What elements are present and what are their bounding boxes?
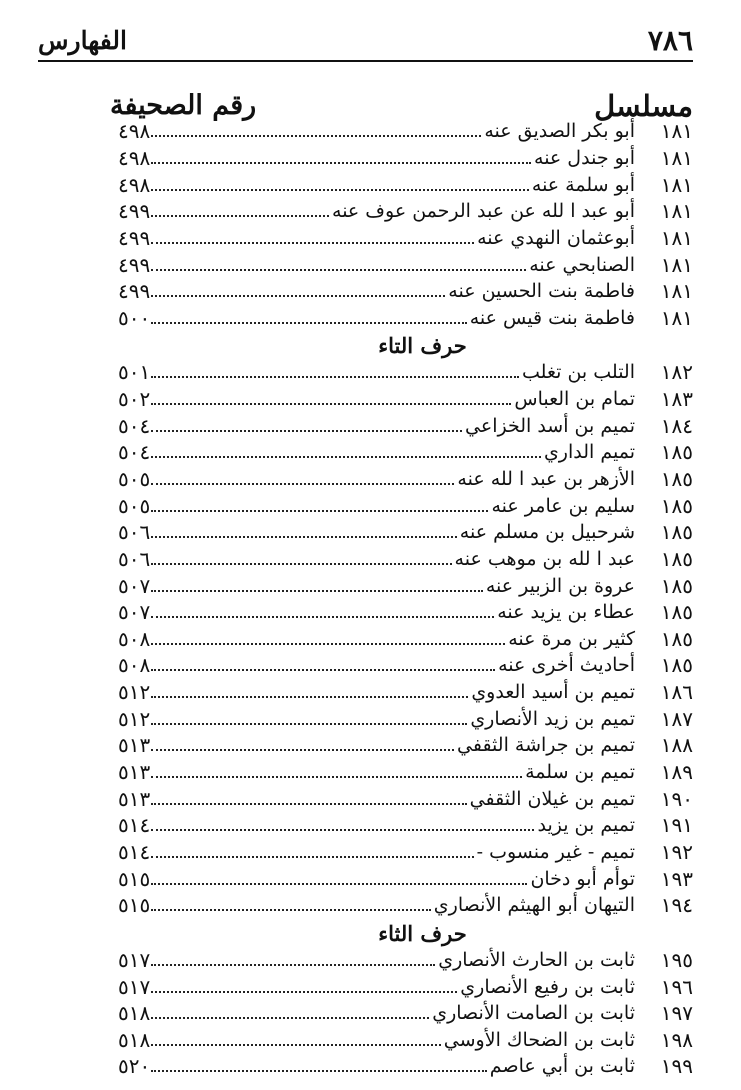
index-entry — [118, 145, 693, 172]
entry-serial: ١٩٢ — [660, 839, 693, 864]
entry-name: تميم بن زيد الأنصاري — [470, 707, 635, 730]
entry-page-number: ٥١٣ — [118, 733, 151, 758]
entry-name: عطاء بن يزيد عنه — [497, 601, 635, 624]
dot-leader — [151, 787, 466, 805]
entry-name: فاطمة بنت قيس عنه — [469, 306, 635, 329]
entry-page-number: ٥١٥ — [118, 893, 151, 918]
index-entry — [118, 492, 693, 519]
entry-name: شرحبيل بن مسلم عنه — [459, 521, 635, 544]
index-entry — [118, 225, 693, 252]
index-entry — [118, 1000, 693, 1027]
entry-name: التيهان أبو الهيثم الأنصاري — [433, 894, 635, 917]
entry-name: ثابت بن الصامت الأنصاري — [432, 1002, 635, 1025]
index-entry — [118, 304, 693, 331]
index-entry — [118, 251, 693, 278]
entry-page-number: ٥١٧ — [118, 947, 151, 972]
entry-serial: ١٩٥ — [660, 947, 693, 972]
index-entry — [118, 812, 693, 839]
entry-name: توأم أبو دخان — [530, 867, 635, 890]
section-heading: حرف الثاء — [378, 920, 467, 946]
dot-leader — [151, 653, 495, 671]
index-list — [118, 118, 693, 1080]
entry-page-number: ٥١٤ — [118, 813, 151, 838]
index-entry — [118, 759, 693, 786]
dot-leader — [151, 387, 511, 405]
entry-serial: ١٩٧ — [660, 1001, 693, 1026]
dot-leader — [151, 760, 522, 778]
dot-leader — [151, 948, 435, 966]
entry-serial: ١٩١ — [660, 813, 693, 838]
entry-name: أبو بكر الصديق عنه — [484, 120, 635, 143]
index-entry — [118, 359, 693, 386]
entry-page-number: ٥٠٥ — [118, 493, 151, 518]
dot-leader — [151, 494, 488, 512]
page-number: ٧٨٦ — [647, 24, 693, 57]
entry-page-number: ٤٩٩ — [118, 199, 151, 224]
entry-page-number: ٤٩٨ — [118, 145, 151, 170]
entry-serial: ١٨٨ — [660, 733, 693, 758]
entry-name: أبوعثمان النهدي عنه — [477, 226, 635, 249]
entry-name: كثير بن مرة عنه — [508, 627, 635, 650]
entry-page-number: ٤٩٨ — [118, 172, 151, 197]
dot-leader — [151, 146, 531, 164]
entry-serial: ١٨١ — [660, 199, 693, 224]
index-entry — [118, 973, 693, 1000]
dot-leader — [151, 680, 468, 698]
entry-name: أبو جندل عنه — [534, 146, 635, 169]
entry-page-number: ٥١٥ — [118, 866, 151, 891]
entry-serial: ١٨٥ — [660, 600, 693, 625]
entry-page-number: ٥٠٨ — [118, 626, 151, 651]
entry-page-number: ٥٠١ — [118, 360, 151, 385]
index-entry — [118, 785, 693, 812]
entry-serial: ١٨١ — [660, 252, 693, 277]
entry-serial: ١٨٥ — [660, 467, 693, 491]
entry-name: أبو سلمة عنه — [531, 173, 635, 196]
dot-leader — [151, 840, 473, 858]
dot-leader — [151, 813, 534, 831]
entry-page-number: ٥١٢ — [118, 706, 151, 731]
entry-name: سليم بن عامر عنه — [491, 494, 635, 517]
entry-page-number: ٥٠٢ — [118, 387, 151, 412]
entry-serial: ١٨٥ — [660, 573, 693, 598]
entry-name: تميم بن أسيد العدوي — [471, 681, 635, 704]
entry-serial: ١٨١ — [660, 172, 693, 197]
index-entry — [118, 626, 693, 653]
entry-serial: ١٨٥ — [660, 546, 693, 571]
entry-name: تميم بن جراشة الثقفي — [457, 734, 635, 757]
page-column-heading: رقم الصحيفة — [110, 90, 257, 121]
entry-page-number: ٥٠٠ — [118, 305, 151, 330]
entry-page-number: ٤٩٨ — [118, 119, 151, 144]
dot-leader — [151, 547, 451, 565]
index-entry — [118, 439, 693, 466]
entry-serial: ١٩٠ — [660, 786, 693, 811]
entry-serial: ١٨٥ — [660, 440, 693, 465]
index-entry — [118, 171, 693, 198]
entry-page-number: ٥٠٤ — [118, 413, 151, 438]
entry-name: تميم الداري — [543, 441, 635, 464]
dot-leader — [151, 1028, 441, 1046]
index-entry — [118, 892, 693, 919]
entry-name: فاطمة بنت الحسين عنه — [448, 280, 635, 303]
dot-leader — [151, 1054, 487, 1072]
index-entry — [118, 839, 693, 866]
entry-serial: ١٨٥ — [660, 520, 693, 545]
dot-leader — [151, 733, 454, 751]
index-entry — [118, 466, 693, 493]
index-entry — [118, 705, 693, 732]
entry-name: تميم بن يزيد — [537, 814, 635, 837]
index-entry — [118, 198, 693, 225]
dot-leader — [151, 306, 467, 324]
dot-leader — [151, 975, 457, 993]
entry-page-number: ٥١٣ — [118, 786, 151, 811]
entry-serial: ١٨٥ — [660, 493, 693, 518]
entry-serial: ١٨١ — [660, 145, 693, 170]
index-entry — [118, 865, 693, 892]
entry-serial: ١٨٧ — [660, 706, 693, 731]
entry-page-number: ٥١٧ — [118, 974, 151, 999]
entry-page-number: ٥١٨ — [118, 1001, 151, 1026]
entry-serial: ١٨٣ — [660, 387, 693, 412]
index-entry — [118, 519, 693, 546]
page-header — [38, 24, 693, 62]
entry-serial: ١٨١ — [660, 305, 693, 330]
dot-leader — [151, 707, 467, 725]
index-entry — [118, 599, 693, 626]
serial-column-heading: مسلسل — [594, 89, 693, 123]
entry-serial: ١٨٥ — [660, 653, 693, 678]
dot-leader — [151, 440, 541, 458]
index-entry — [118, 652, 693, 679]
index-entry — [118, 118, 693, 145]
dot-leader — [151, 360, 519, 378]
index-entry — [118, 1027, 693, 1054]
dot-leader — [151, 627, 505, 645]
entry-name: أحاديث أخرى عنه — [498, 654, 635, 677]
entry-name: عروة بن الزبير عنه — [485, 574, 635, 597]
entry-serial: ١٩٣ — [660, 866, 693, 891]
dot-leader — [151, 520, 457, 538]
dot-leader — [151, 467, 454, 485]
entry-serial: ١٨٩ — [660, 760, 693, 785]
dot-leader — [151, 574, 483, 592]
index-entry — [118, 412, 693, 439]
index-title: الفهارس — [38, 26, 127, 55]
index-entry — [118, 947, 693, 974]
entry-name: التلب بن تغلب — [522, 361, 635, 384]
entry-name: تمام بن العباس — [514, 388, 635, 411]
dot-leader — [151, 1001, 429, 1019]
index-entry — [118, 1053, 693, 1080]
dot-leader — [151, 173, 529, 191]
dot-leader — [151, 893, 431, 911]
entry-name: تميم بن أسد الخزاعي — [465, 414, 635, 437]
entry-page-number: ٥١٨ — [118, 1027, 151, 1052]
entry-name: عبد ا لله بن موهب عنه — [454, 547, 635, 570]
index-entry — [118, 732, 693, 759]
entry-name: تميم - غير منسوب - — [476, 840, 635, 863]
entry-serial: ١٨١ — [660, 279, 693, 304]
entry-name: الصنابحي عنه — [529, 253, 635, 276]
dot-leader — [151, 253, 526, 271]
entry-name: ثابت بن أبي عاصم — [489, 1055, 635, 1078]
entry-page-number: ٥٠٤ — [118, 440, 151, 465]
dot-leader — [151, 279, 445, 297]
entry-serial: ١٨١ — [660, 225, 693, 250]
index-entry — [118, 679, 693, 706]
entry-serial: ١٩٨ — [660, 1027, 693, 1052]
entry-page-number: ٥١٤ — [118, 839, 151, 864]
entry-name: ثابت بن الضحاك الأوسي — [443, 1028, 635, 1051]
entry-serial: ١٨٤ — [660, 413, 693, 438]
dot-leader — [151, 199, 329, 217]
entry-serial: ١٩٤ — [660, 893, 693, 918]
entry-serial: ١٩٩ — [660, 1054, 693, 1079]
entry-page-number: ٤٩٩ — [118, 279, 151, 304]
dot-leader — [151, 414, 462, 432]
dot-leader — [151, 867, 527, 885]
entry-serial: ١٨١ — [660, 119, 693, 144]
entry-serial: ١٨٢ — [660, 360, 693, 385]
index-entry — [118, 386, 693, 413]
entry-name: الأزهر بن عبد ا لله عنه — [457, 468, 635, 490]
entry-page-number: ٥٠٧ — [118, 573, 151, 598]
dot-leader — [151, 600, 494, 618]
entry-page-number: ٥٢٠ — [118, 1054, 151, 1079]
index-entry — [118, 278, 693, 305]
index-entry — [118, 546, 693, 573]
section-heading: حرف التاء — [378, 333, 467, 359]
entry-serial: ١٩٦ — [660, 974, 693, 999]
entry-page-number: ٥٠٨ — [118, 653, 151, 678]
entry-page-number: ٥٠٧ — [118, 600, 151, 625]
entry-serial: ١٨٦ — [660, 680, 693, 705]
entry-page-number: ٥٠٥ — [118, 467, 151, 491]
entry-page-number: ٥٠٦ — [118, 520, 151, 545]
entry-page-number: ٤٩٩ — [118, 225, 151, 250]
entry-name: تميم بن سلمة — [525, 761, 635, 784]
entry-page-number: ٥٠٦ — [118, 546, 151, 571]
entry-name: أبو عبد ا لله عن عبد الرحمن عوف عنه — [332, 200, 635, 223]
entry-name: ثابت بن الحارث الأنصاري — [438, 948, 635, 971]
entry-page-number: ٥١٣ — [118, 760, 151, 785]
entry-serial: ١٨٥ — [660, 626, 693, 651]
entry-page-number: ٥١٢ — [118, 680, 151, 705]
dot-leader — [151, 226, 474, 244]
entry-name: ثابت بن رفيع الأنصاري — [460, 975, 635, 998]
index-entry — [118, 572, 693, 599]
entry-name: تميم بن غيلان الثقفي — [469, 787, 635, 810]
dot-leader — [151, 119, 481, 137]
entry-page-number: ٤٩٩ — [118, 252, 151, 277]
